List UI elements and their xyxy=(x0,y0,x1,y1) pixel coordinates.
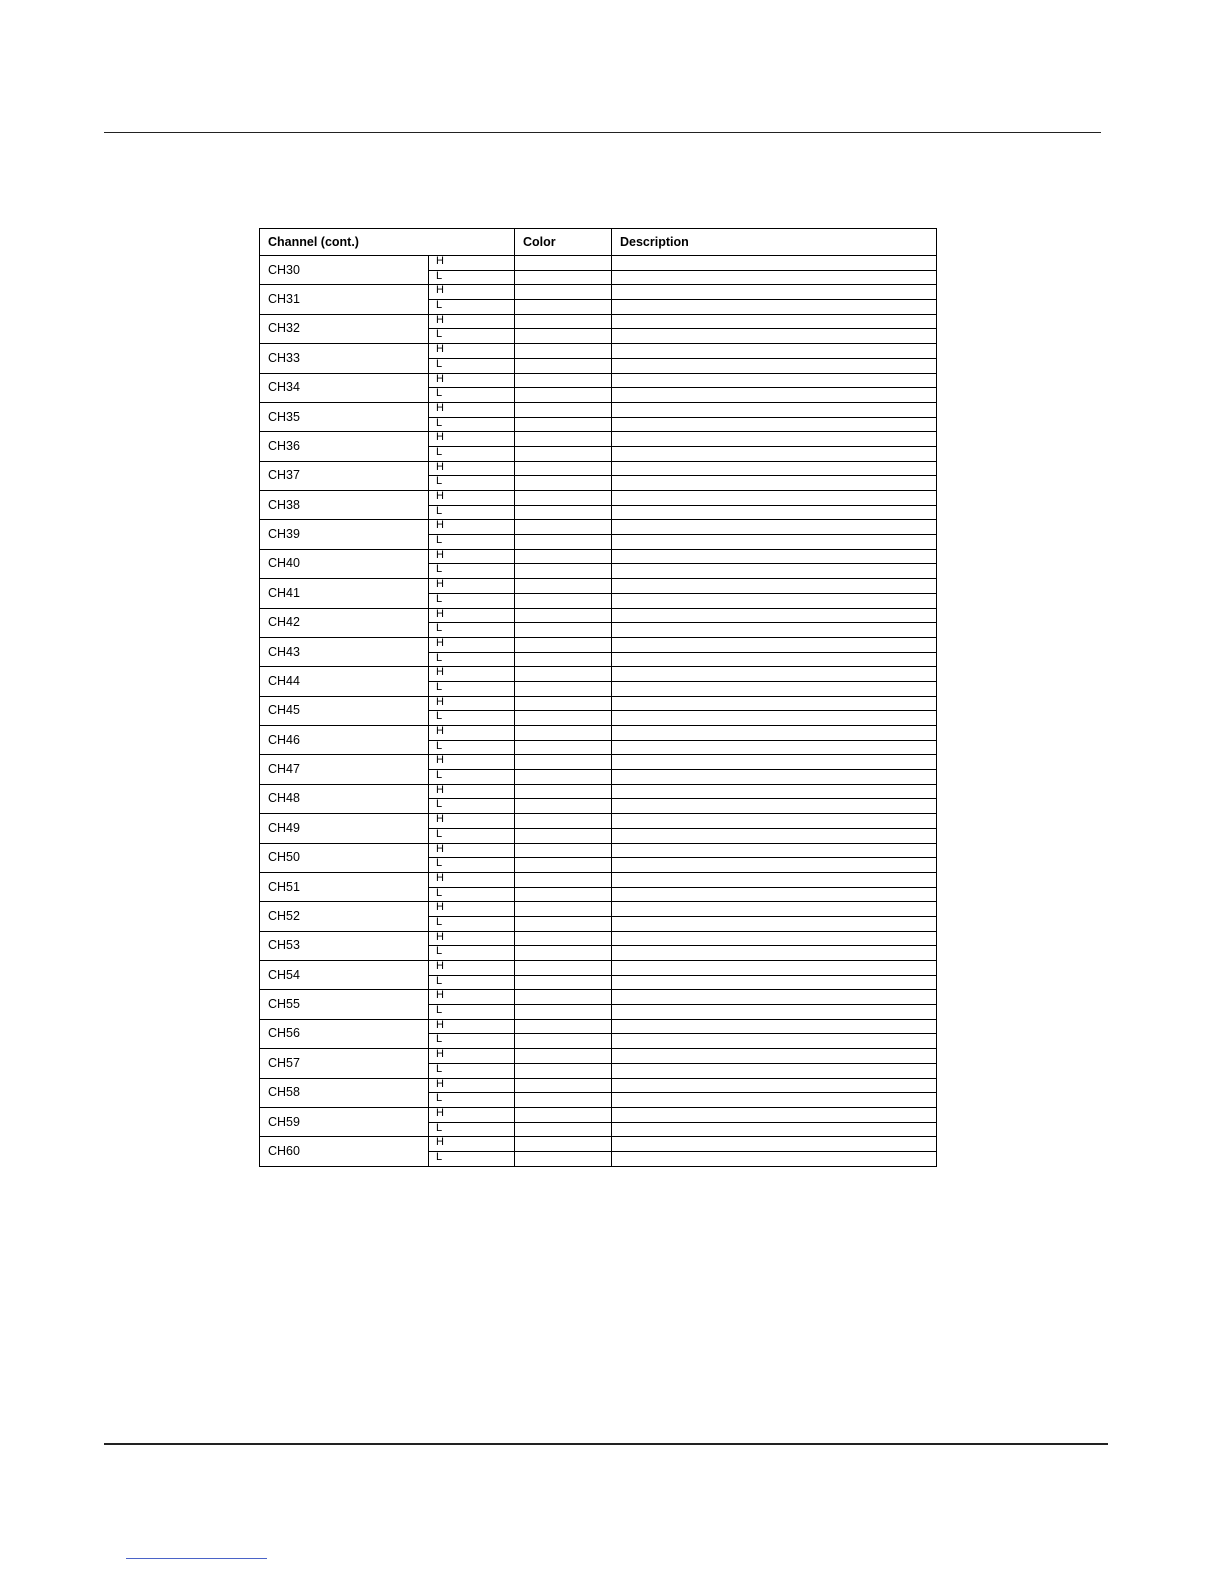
pin-low-label: L xyxy=(429,799,515,814)
pin-low-label: L xyxy=(429,681,515,696)
description-cell xyxy=(612,755,937,770)
color-cell xyxy=(515,417,612,432)
pin-low-label: L xyxy=(429,329,515,344)
color-cell xyxy=(515,564,612,579)
description-cell xyxy=(612,667,937,682)
table-row xyxy=(260,843,937,858)
table-row xyxy=(260,1137,937,1152)
color-cell xyxy=(515,491,612,506)
color-cell xyxy=(515,887,612,902)
pin-high-label: H xyxy=(429,285,515,300)
pin-low-label: L xyxy=(429,564,515,579)
color-cell xyxy=(515,799,612,814)
pin-low-label: L xyxy=(429,623,515,638)
table-row xyxy=(260,285,937,300)
table-header-row xyxy=(260,229,937,256)
color-cell xyxy=(515,990,612,1005)
pin-high-label: H xyxy=(429,373,515,388)
channel-name: CH55 xyxy=(260,990,429,1019)
description-cell xyxy=(612,784,937,799)
pin-low-label: L xyxy=(429,740,515,755)
color-cell xyxy=(515,637,612,652)
pin-high-label: H xyxy=(429,637,515,652)
pin-low-label: L xyxy=(429,652,515,667)
color-cell xyxy=(515,432,612,447)
color-cell xyxy=(515,1063,612,1078)
color-cell xyxy=(515,476,612,491)
description-cell xyxy=(612,270,937,285)
color-cell xyxy=(515,843,612,858)
description-cell xyxy=(612,285,937,300)
description-cell xyxy=(612,902,937,917)
color-cell xyxy=(515,696,612,711)
pin-high-label: H xyxy=(429,902,515,917)
color-cell xyxy=(515,1019,612,1034)
table-row xyxy=(260,402,937,417)
pin-high-label: H xyxy=(429,579,515,594)
color-cell xyxy=(515,814,612,829)
pin-high-label: H xyxy=(429,402,515,417)
description-cell xyxy=(612,843,937,858)
color-cell xyxy=(515,740,612,755)
pin-low-label: L xyxy=(429,1063,515,1078)
color-cell xyxy=(515,755,612,770)
description-cell xyxy=(612,417,937,432)
table-row xyxy=(260,902,937,917)
pin-high-label: H xyxy=(429,461,515,476)
color-cell xyxy=(515,946,612,961)
description-cell xyxy=(612,461,937,476)
pin-high-label: H xyxy=(429,1107,515,1122)
description-cell xyxy=(612,1049,937,1064)
pin-high-label: H xyxy=(429,1019,515,1034)
description-cell xyxy=(612,872,937,887)
pin-high-label: H xyxy=(429,1049,515,1064)
pin-high-label: H xyxy=(429,696,515,711)
header-description: Description xyxy=(612,229,937,256)
color-cell xyxy=(515,329,612,344)
description-cell xyxy=(612,344,937,359)
description-cell xyxy=(612,256,937,271)
color-cell xyxy=(515,270,612,285)
pin-high-label: H xyxy=(429,843,515,858)
pin-high-label: H xyxy=(429,784,515,799)
description-cell xyxy=(612,402,937,417)
pin-low-label: L xyxy=(429,300,515,315)
table-body xyxy=(260,256,937,1167)
pin-low-label: L xyxy=(429,1093,515,1108)
pin-low-label: L xyxy=(429,1122,515,1137)
table-row xyxy=(260,814,937,829)
channel-name: CH39 xyxy=(260,520,429,549)
description-cell xyxy=(612,476,937,491)
channel-name: CH47 xyxy=(260,755,429,784)
channel-name: CH46 xyxy=(260,726,429,755)
pin-low-label: L xyxy=(429,946,515,961)
channel-name: CH42 xyxy=(260,608,429,637)
channel-name: CH34 xyxy=(260,373,429,402)
description-cell xyxy=(612,1093,937,1108)
pin-high-label: H xyxy=(429,990,515,1005)
color-cell xyxy=(515,388,612,403)
description-cell xyxy=(612,579,937,594)
color-cell xyxy=(515,726,612,741)
channel-name: CH58 xyxy=(260,1078,429,1107)
color-cell xyxy=(515,358,612,373)
color-cell xyxy=(515,446,612,461)
footer-link-underline xyxy=(126,1558,267,1559)
color-cell xyxy=(515,961,612,976)
table-row xyxy=(260,1078,937,1093)
description-cell xyxy=(612,696,937,711)
description-cell xyxy=(612,681,937,696)
color-cell xyxy=(515,535,612,550)
color-cell xyxy=(515,681,612,696)
channel-name: CH45 xyxy=(260,696,429,725)
table-row xyxy=(260,784,937,799)
channel-name: CH35 xyxy=(260,402,429,431)
channel-name: CH54 xyxy=(260,961,429,990)
description-cell xyxy=(612,740,937,755)
color-cell xyxy=(515,975,612,990)
channel-name: CH38 xyxy=(260,491,429,520)
pin-high-label: H xyxy=(429,549,515,564)
channel-name: CH52 xyxy=(260,902,429,931)
color-cell xyxy=(515,1107,612,1122)
channel-name: CH57 xyxy=(260,1049,429,1078)
pin-low-label: L xyxy=(429,916,515,931)
description-cell xyxy=(612,520,937,535)
description-cell xyxy=(612,1063,937,1078)
pin-high-label: H xyxy=(429,520,515,535)
channel-name: CH33 xyxy=(260,344,429,373)
table-row xyxy=(260,608,937,623)
table-row xyxy=(260,1019,937,1034)
pin-high-label: H xyxy=(429,961,515,976)
pin-low-label: L xyxy=(429,1005,515,1020)
pin-high-label: H xyxy=(429,1078,515,1093)
description-cell xyxy=(612,1078,937,1093)
description-cell xyxy=(612,388,937,403)
description-cell xyxy=(612,329,937,344)
color-cell xyxy=(515,505,612,520)
description-cell xyxy=(612,549,937,564)
description-cell xyxy=(612,711,937,726)
description-cell xyxy=(612,637,937,652)
pin-high-label: H xyxy=(429,726,515,741)
pin-high-label: H xyxy=(429,608,515,623)
color-cell xyxy=(515,461,612,476)
table-row xyxy=(260,491,937,506)
table-row xyxy=(260,461,937,476)
table-row xyxy=(260,373,937,388)
pin-low-label: L xyxy=(429,593,515,608)
table-row xyxy=(260,726,937,741)
table-row xyxy=(260,344,937,359)
description-cell xyxy=(612,946,937,961)
color-cell xyxy=(515,902,612,917)
header-color: Color xyxy=(515,229,612,256)
channel-name: CH43 xyxy=(260,637,429,666)
table-row xyxy=(260,256,937,271)
color-cell xyxy=(515,344,612,359)
table-row xyxy=(260,667,937,682)
pin-high-label: H xyxy=(429,432,515,447)
color-cell xyxy=(515,1122,612,1137)
description-cell xyxy=(612,623,937,638)
description-cell xyxy=(612,916,937,931)
description-cell xyxy=(612,432,937,447)
color-cell xyxy=(515,300,612,315)
description-cell xyxy=(612,726,937,741)
pin-high-label: H xyxy=(429,755,515,770)
description-cell xyxy=(612,770,937,785)
header-channel: Channel (cont.) xyxy=(260,229,515,256)
description-cell xyxy=(612,535,937,550)
table-row xyxy=(260,637,937,652)
color-cell xyxy=(515,667,612,682)
color-cell xyxy=(515,1005,612,1020)
description-cell xyxy=(612,1005,937,1020)
channel-name: CH51 xyxy=(260,872,429,901)
description-cell xyxy=(612,1107,937,1122)
description-cell xyxy=(612,799,937,814)
description-cell xyxy=(612,1019,937,1034)
channel-name: CH59 xyxy=(260,1107,429,1136)
color-cell xyxy=(515,916,612,931)
table-row xyxy=(260,314,937,329)
description-cell xyxy=(612,1137,937,1152)
description-cell xyxy=(612,564,937,579)
pin-high-label: H xyxy=(429,1137,515,1152)
description-cell xyxy=(612,1151,937,1166)
description-cell xyxy=(612,314,937,329)
table-row xyxy=(260,1107,937,1122)
color-cell xyxy=(515,285,612,300)
pin-high-label: H xyxy=(429,491,515,506)
pin-low-label: L xyxy=(429,535,515,550)
color-cell xyxy=(515,373,612,388)
description-cell xyxy=(612,1034,937,1049)
pin-high-label: H xyxy=(429,344,515,359)
pin-low-label: L xyxy=(429,1151,515,1166)
pin-low-label: L xyxy=(429,476,515,491)
color-cell xyxy=(515,593,612,608)
color-cell xyxy=(515,711,612,726)
color-cell xyxy=(515,858,612,873)
pin-low-label: L xyxy=(429,270,515,285)
description-cell xyxy=(612,300,937,315)
color-cell xyxy=(515,652,612,667)
color-cell xyxy=(515,402,612,417)
description-cell xyxy=(612,608,937,623)
pin-low-label: L xyxy=(429,887,515,902)
channel-name: CH30 xyxy=(260,256,429,285)
color-cell xyxy=(515,1078,612,1093)
table-row xyxy=(260,961,937,976)
color-cell xyxy=(515,520,612,535)
description-cell xyxy=(612,491,937,506)
description-cell xyxy=(612,1122,937,1137)
table-row xyxy=(260,549,937,564)
description-cell xyxy=(612,858,937,873)
description-cell xyxy=(612,446,937,461)
color-cell xyxy=(515,931,612,946)
channel-name: CH41 xyxy=(260,579,429,608)
color-cell xyxy=(515,828,612,843)
pin-low-label: L xyxy=(429,505,515,520)
channel-name: CH49 xyxy=(260,814,429,843)
color-cell xyxy=(515,1093,612,1108)
description-cell xyxy=(612,975,937,990)
pin-high-label: H xyxy=(429,667,515,682)
channel-name: CH53 xyxy=(260,931,429,960)
description-cell xyxy=(612,593,937,608)
channel-name: CH36 xyxy=(260,432,429,461)
description-cell xyxy=(612,358,937,373)
table-row xyxy=(260,990,937,1005)
pin-low-label: L xyxy=(429,417,515,432)
channel-name: CH50 xyxy=(260,843,429,872)
channel-name: CH32 xyxy=(260,314,429,343)
pin-high-label: H xyxy=(429,872,515,887)
pin-high-label: H xyxy=(429,814,515,829)
table-row xyxy=(260,520,937,535)
pin-low-label: L xyxy=(429,358,515,373)
color-cell xyxy=(515,579,612,594)
color-cell xyxy=(515,1137,612,1152)
description-cell xyxy=(612,931,937,946)
footer-rule xyxy=(104,1443,1108,1445)
table-row xyxy=(260,872,937,887)
pin-high-label: H xyxy=(429,314,515,329)
channel-name: CH31 xyxy=(260,285,429,314)
pin-high-label: H xyxy=(429,931,515,946)
color-cell xyxy=(515,256,612,271)
pin-low-label: L xyxy=(429,770,515,785)
color-cell xyxy=(515,608,612,623)
pin-low-label: L xyxy=(429,1034,515,1049)
color-cell xyxy=(515,314,612,329)
pin-low-label: L xyxy=(429,975,515,990)
channel-wiring-table xyxy=(259,228,937,1167)
pin-low-label: L xyxy=(429,446,515,461)
color-cell xyxy=(515,784,612,799)
channel-name: CH44 xyxy=(260,667,429,696)
description-cell xyxy=(612,373,937,388)
color-cell xyxy=(515,1151,612,1166)
pin-low-label: L xyxy=(429,828,515,843)
color-cell xyxy=(515,1034,612,1049)
color-cell xyxy=(515,549,612,564)
pin-low-label: L xyxy=(429,858,515,873)
table-row xyxy=(260,931,937,946)
table-row xyxy=(260,1049,937,1064)
color-cell xyxy=(515,1049,612,1064)
description-cell xyxy=(612,814,937,829)
table-row xyxy=(260,696,937,711)
table-row xyxy=(260,755,937,770)
channel-name: CH40 xyxy=(260,549,429,578)
color-cell xyxy=(515,872,612,887)
description-cell xyxy=(612,887,937,902)
description-cell xyxy=(612,961,937,976)
channel-name: CH37 xyxy=(260,461,429,490)
table-row xyxy=(260,432,937,447)
pin-high-label: H xyxy=(429,256,515,271)
pin-low-label: L xyxy=(429,388,515,403)
channel-name: CH48 xyxy=(260,784,429,813)
table-row xyxy=(260,579,937,594)
color-cell xyxy=(515,623,612,638)
description-cell xyxy=(612,828,937,843)
description-cell xyxy=(612,990,937,1005)
channel-name: CH56 xyxy=(260,1019,429,1048)
header-rule xyxy=(104,132,1101,133)
pin-low-label: L xyxy=(429,711,515,726)
description-cell xyxy=(612,505,937,520)
description-cell xyxy=(612,652,937,667)
channel-name: CH60 xyxy=(260,1137,429,1166)
color-cell xyxy=(515,770,612,785)
